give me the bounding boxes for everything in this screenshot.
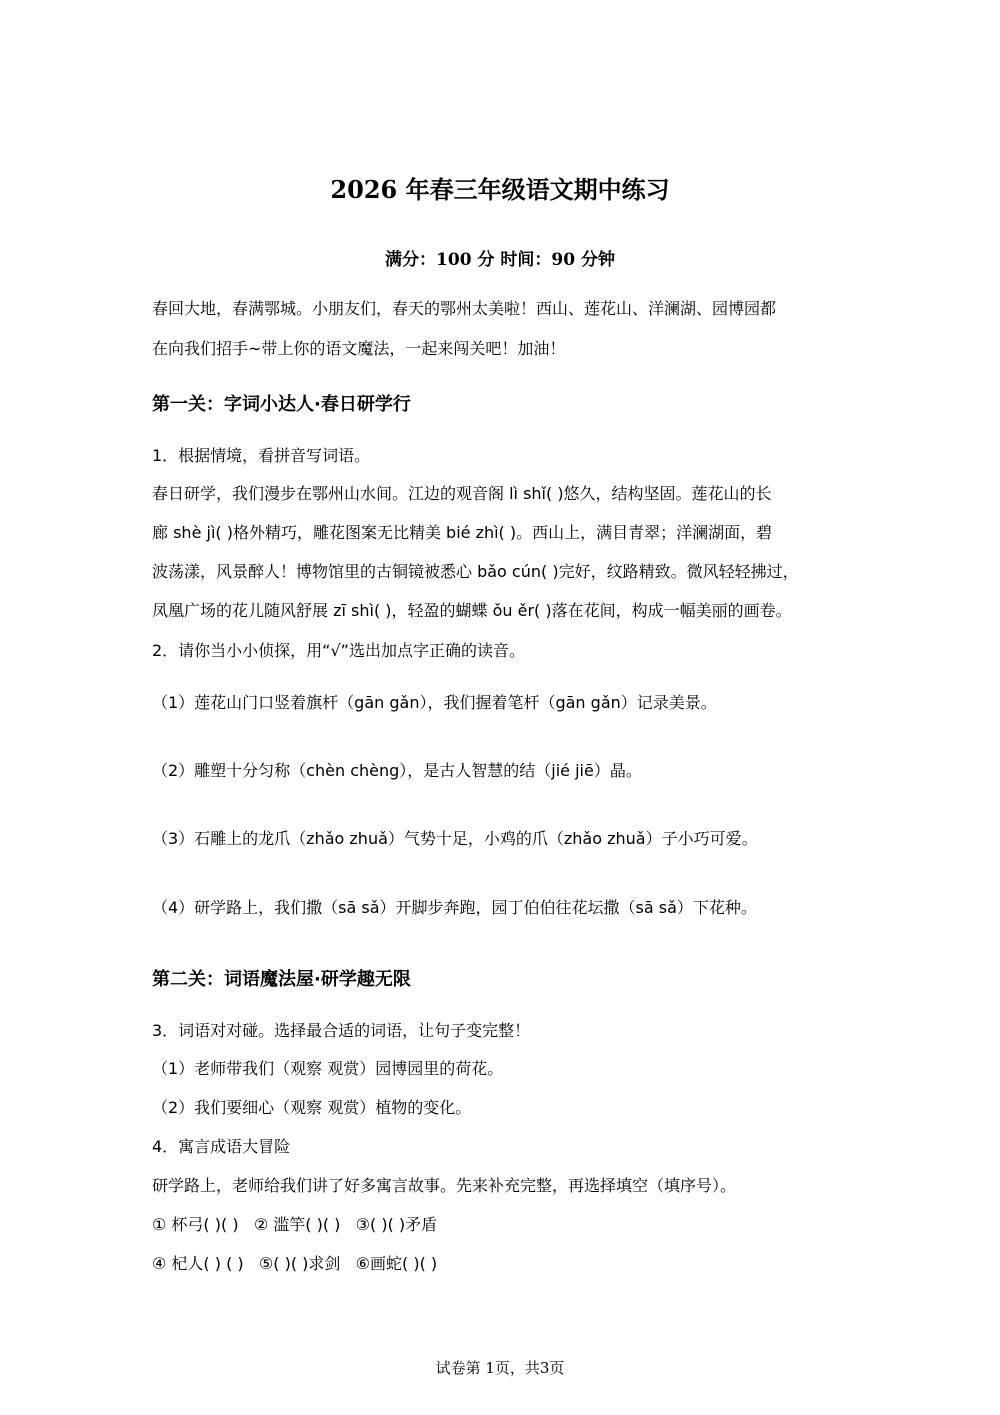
question-text: 凤凰广场的花儿随风舒展 zī shì( )，轻盈的蝴蝶 ǒu ěr( )落在花间，构成一幅美丽的画卷。 (152, 601, 792, 620)
question-prompt: 3．词语对对碰。选择最合适的词语，让句子变完整！ (152, 1021, 531, 1040)
question-item: （1）老师带我们（观察 观赏）园博园里的荷花。 (152, 1059, 504, 1078)
intro-line: 在向我们招手~带上你的语文魔法，一起来闯关吧！加油！ (152, 339, 566, 358)
question-prompt: 1．根据情境，看拼音写词语。 (152, 446, 371, 465)
section-heading: 第一关：字词小达人·春日研学行 (152, 394, 411, 415)
question-text: 研学路上，老师给我们讲了好多寓言故事。先来补充完整，再选择填空（填序号）。 (152, 1176, 737, 1195)
question-item: （4）研学路上，我们撒（sā sǎ）开脚步奔跑，园丁伯伯往花坛撒（sā sǎ）下花种。 (152, 898, 757, 917)
question-text: 廊 shè jì( )格外精巧，雕花图案无比精美 bié zhì( )。西山上，满目青翠；洋澜湖面，碧 (152, 523, 773, 542)
section-heading: 第二关：词语魔法屋·研学趣无限 (152, 969, 411, 990)
question-text: 波荡漾，风景醉人！博物馆里的古铜镜被悉心 bǎo cún( )完好，纹路精致。微风轻轻拂过， (152, 562, 799, 581)
idiom-row: ① 杯弓( )( ) ② 滥竽( )( ) ③( )( )矛盾 (152, 1215, 438, 1234)
score-time-subtitle: 满分：100 分 时间：90 分钟 (385, 250, 615, 270)
question-item: （3）石雕上的龙爪（zhǎo zhuǎ）气势十足，小鸡的爪（zhǎo zhuǎ）子小巧可爱。 (152, 829, 758, 848)
question-prompt: 4．寓言成语大冒险 (152, 1137, 291, 1156)
page-title: 2026 年春三年级语文期中练习 (330, 175, 670, 204)
question-prompt: 2．请你当小小侦探，用“√”选出加点字正确的读音。 (152, 641, 525, 660)
question-item: （2）我们要细心（观察 观赏）植物的变化。 (152, 1098, 472, 1117)
question-item: （1）莲花山门口竖着旗杆（gān gǎn），我们握着笔杆（gān gǎn）记录美景。 (152, 693, 717, 712)
question-item: （2）雕塑十分匀称（chèn chèng），是古人智慧的结（jié jiē）晶。 (152, 761, 642, 780)
intro-line: 春回大地，春满鄂城。小朋友们，春天的鄂州太美啦！西山、莲花山、洋澜湖、园博园都 (152, 299, 777, 318)
question-text: 春日研学，我们漫步在鄂州山水间。江边的观音阁 lì shǐ( )悠久，结构坚固。莲花山的长 (152, 484, 772, 503)
idiom-row: ④ 杞人( ) ( ) ⑤( )( )求剑 ⑥画蛇( )( ) (152, 1254, 438, 1273)
page-footer: 试卷第 1页，共3页 (435, 1359, 565, 1377)
